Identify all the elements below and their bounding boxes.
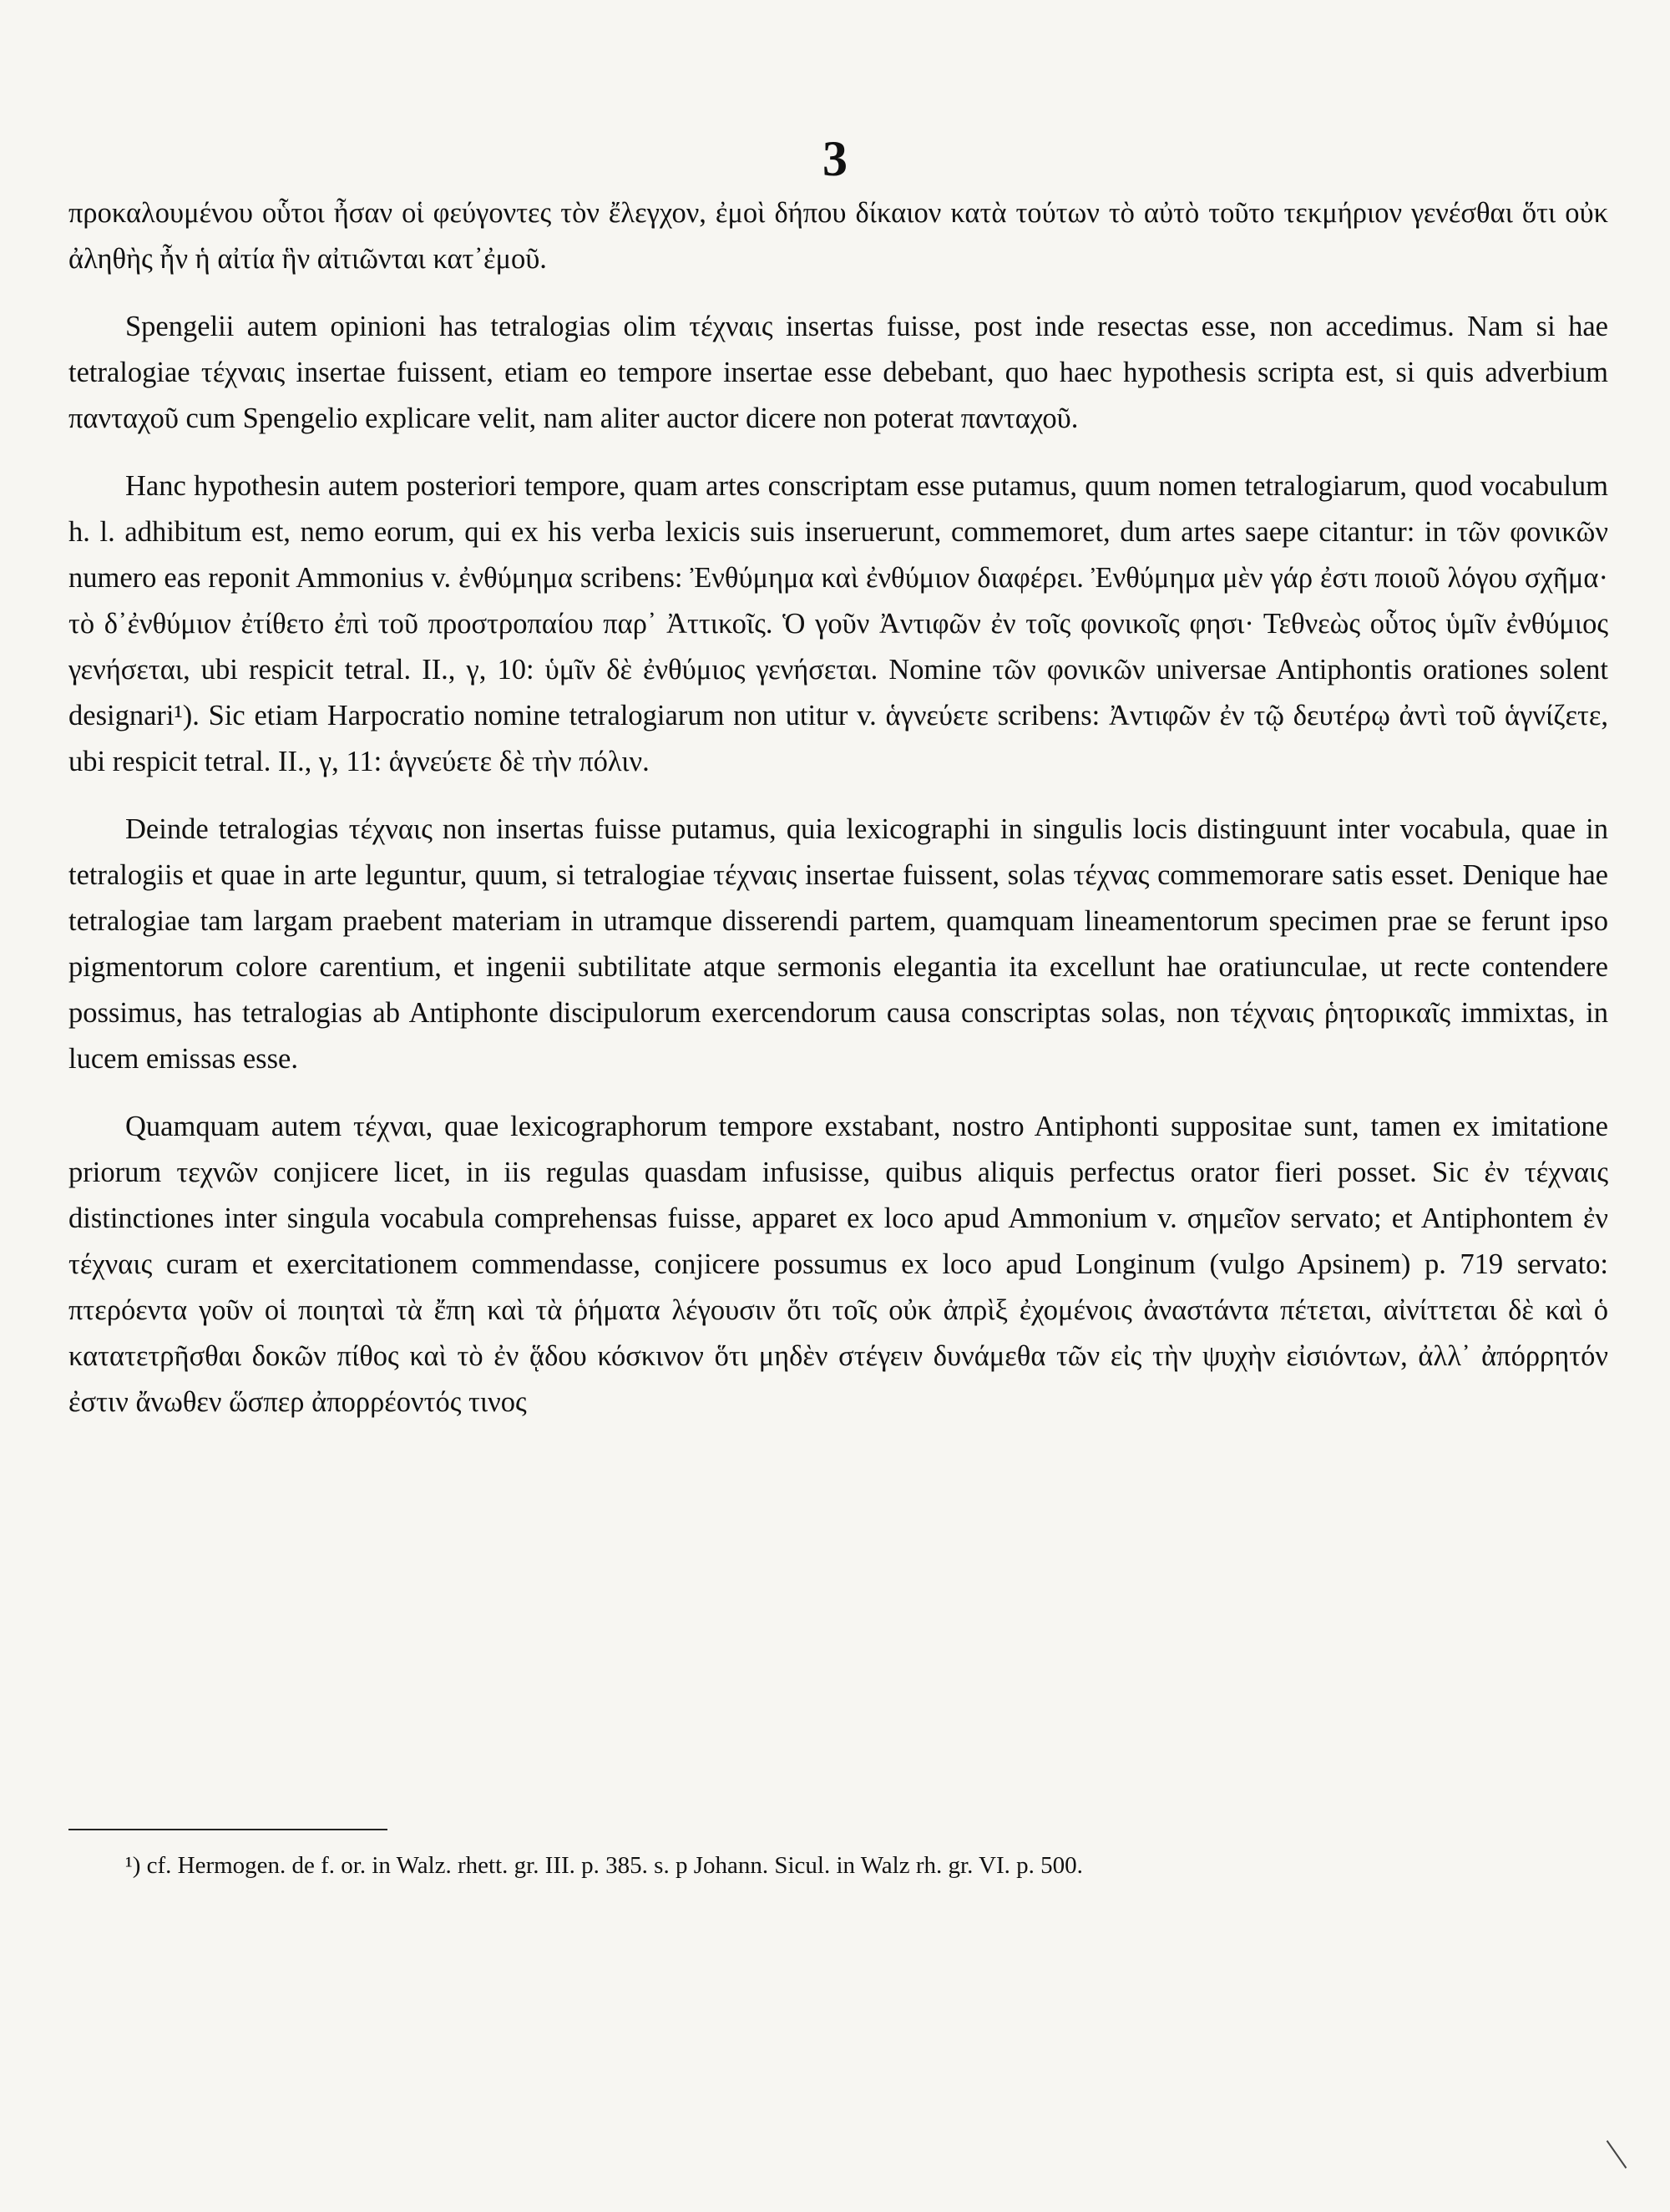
body-text (68, 190, 1608, 1425)
paragraph-continuation: προκαλουμένου οὗτοι ἦσαν οἱ φεύγοντες τὸν ἔλεγχον, ἐμοὶ δήπου δίκαιον κατὰ τούτων τὸ αὐτὸ τοῦτο τεκμήριον γενέσθαι ὅτι οὐκ ἀληθὴς ἦν ἡ αἰτία ἣν αἰτιῶνται κατ᾽ἐμοῦ. (68, 197, 1608, 275)
footnote-rule (68, 1829, 387, 1830)
paragraph-spengel: Spengelii autem opinioni has tetralogias olim τέχναις insertas fuisse, post inde resectas esse, non accedimus. Nam si hae tetralogiae τέχναις insertae fuissent, etiam eo tempore insertae esse debebant, quo haec hypothesis scripta est, si quis adverbium πανταχοῦ cum Spengelio explicare velit, nam aliter auctor dicere non poterat πανταχοῦ. (68, 311, 1608, 434)
scan-mark (1607, 2140, 1627, 2169)
footnote: ¹) cf. Hermogen. de f. or. in Walz. rhett. gr. III. p. 385. s. p Johann. Sicul. in Walz rh. gr. VI. p. 500. (125, 1852, 1083, 1879)
paragraph-technai: Quamquam autem τέχναι, quae lexicographorum tempore exstabant, nostro Antiphonti suppositae sunt, tamen ex imitatione priorum τεχνῶν conjicere licet, in iis regulas quasdam infusisse, quibus aliquis perfectus orator fieri posset. Sic ἐν τέχναις distinctiones inter singula vocabula comprehensas fuisse, apparet ex loco apud Ammonium v. σημεῖον servato; et Antiphontem ἐν τέχναις curam et exercitationem commendasse, conjicere possumus ex loco apud Longinum (vulgo Apsinem) p. 719 servato: πτερόεντα γοῦν οἱ ποιηταὶ τὰ ἔπη καὶ τὰ ῥήματα λέγουσιν ὅτι τοῖς οὐκ ἀπρὶξ ἐχομένοις ἀναστάντα πέτεται, αἰνίττεται δὲ καὶ ὁ κατατετρῆσθαι δοκῶν πίθος καὶ τὸ ἐν ᾅδου κόσκινον ὅτι μηδὲν στέγειν δυνάμεθα τῶν εἰς τὴν ψυχὴν εἰσιόντων, ἀλλ᾽ ἀπόρρητόν ἐστιν ἄνωθεν ὥσπερ ἀπορρέοντός τινος (68, 1111, 1608, 1418)
paragraph-lexicographi: Deinde tetralogias τέχναις non insertas fuisse putamus, quia lexicographi in singulis locis distinguunt inter vocabula, quae in tetralogiis et quae in arte leguntur, quum, si tetralogiae τέχναις insertae fuissent, solas τέχνας commemorare satis esset. Denique hae tetralogiae tam largam praebent materiam in utramque disserendi partem, quamquam lineamentorum specimen prae se ferunt ipso pigmentorum colore carentium, et ingenii subtilitate atque sermonis elegantia ita excellunt hae oratiunculae, ut recte contendere possimus, has tetralogias ab Antiphonte discipulorum exercendorum causa conscriptas solas, non τέχναις ῥητορικαῖς immixtas, in lucem emissas esse. (68, 813, 1608, 1075)
page-number: 3 (822, 131, 848, 186)
paragraph-hypothesis: Hanc hypothesin autem posteriori tempore, quam artes conscriptam esse putamus, quum nomen tetralogiarum, quod vocabulum h. l. adhibitum est, nemo eorum, qui ex his verba lexicis suis inseruerunt, commemoret, dum artes saepe citantur: in τῶν φονικῶν numero eas reponit Ammonius v. ἐνθύμημα scribens: Ἐνθύμημα καὶ ἐνθύμιον διαφέρει. Ἐνθύμημα μὲν γάρ ἐστι ποιοῦ λόγου σχῆμα· τὸ δ᾽ἐνθύμιον ἐτίθετο ἐπὶ τοῦ προστροπαίου παρ᾽ Ἀττικοῖς. Ὁ γοῦν Ἀντιφῶν ἐν τοῖς φονικοῖς φησι· Τεθνεὼς οὗτος ὑμῖν ἐνθύμιος γενήσεται, ubi respicit tetral. II., γ, 10: ὑμῖν δὲ ἐνθύμιος γενήσεται. Nomine τῶν φονικῶν universae Antiphontis orationes solent designari¹). Sic etiam Harpocratio nomine tetralogiarum non utitur v. ἁγνεύετε scribens: Ἀντιφῶν ἐν τῷ δευτέρῳ ἀντὶ τοῦ ἁγνίζετε, ubi respicit tetral. II., γ, 11: ἁγνεύετε δὲ τὴν πόλιν. (68, 470, 1608, 777)
